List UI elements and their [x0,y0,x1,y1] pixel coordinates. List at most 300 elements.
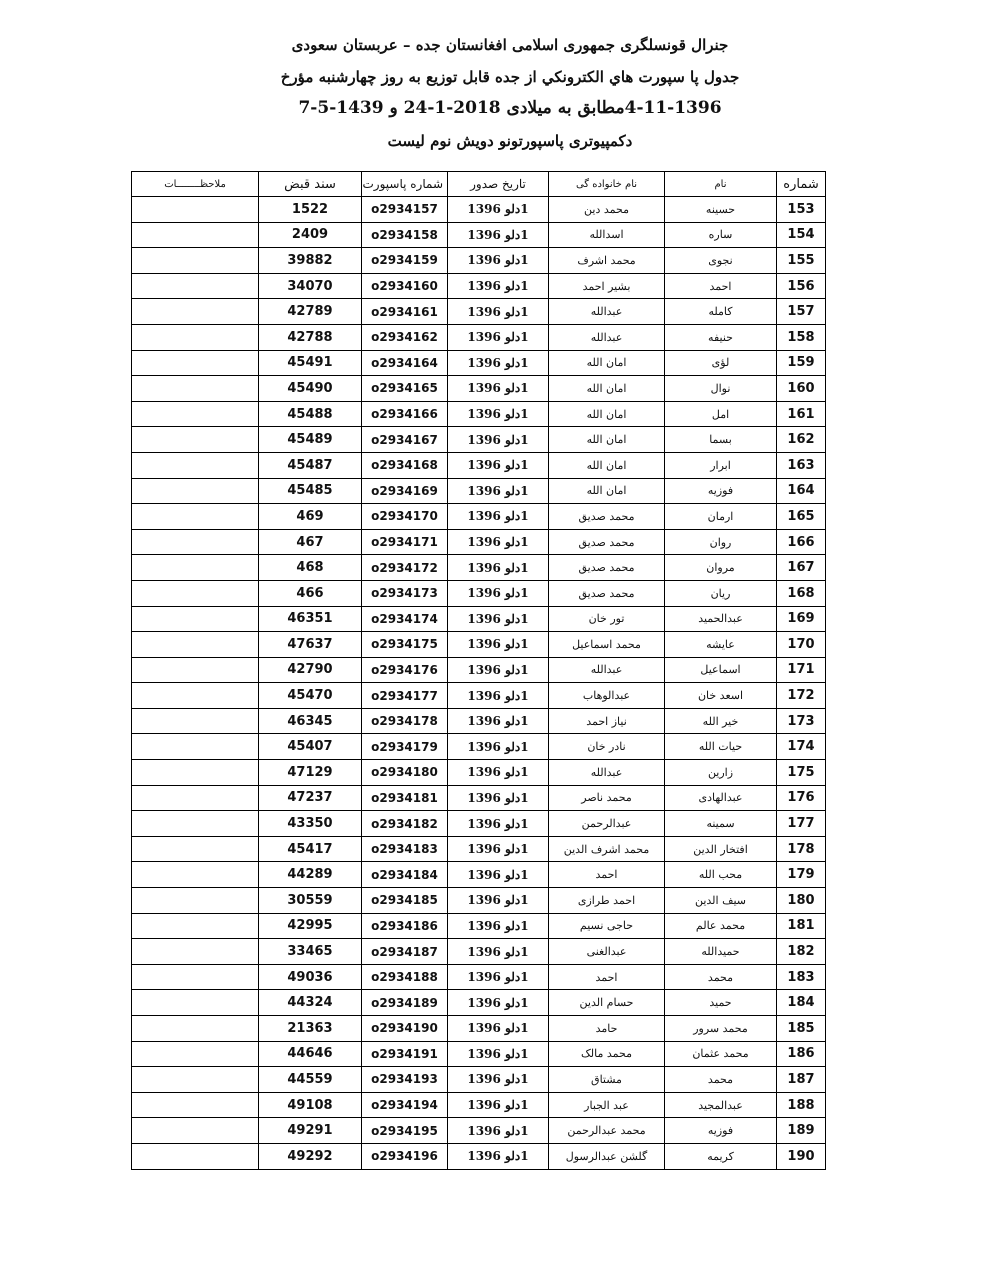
cell-name: محمد [665,1067,777,1093]
cell-number: 175 [777,760,826,786]
cell-number: 189 [777,1118,826,1144]
table-row [132,862,826,888]
cell-issue-date: 1دلو 1396 [448,504,549,530]
cell-receipt: 47237 [259,785,362,811]
cell-notes [132,376,259,402]
cell-number: 172 [777,683,826,709]
cell-receipt: 46351 [259,606,362,632]
table-row [132,888,826,914]
cell-family-name: امان الله [549,401,665,427]
cell-issue-date: 1دلو 1396 [448,248,549,274]
cell-number: 171 [777,657,826,683]
cell-passport-number: o2934193 [362,1067,448,1093]
cell-passport-number: o2934188 [362,964,448,990]
cell-number: 185 [777,1016,826,1042]
cell-receipt: 44289 [259,862,362,888]
cell-family-name: نیاز احمد [549,708,665,734]
cell-number: 165 [777,504,826,530]
table-row [132,197,826,223]
cell-family-name: محمد اشرف [549,248,665,274]
cell-passport-number: o2934179 [362,734,448,760]
table-row [132,734,826,760]
cell-number: 183 [777,964,826,990]
cell-receipt: 45485 [259,478,362,504]
cell-number: 180 [777,888,826,914]
cell-receipt: 34070 [259,273,362,299]
cell-receipt: 45407 [259,734,362,760]
cell-name: محمد عالم [665,913,777,939]
cell-number: 179 [777,862,826,888]
cell-family-name: امان الله [549,350,665,376]
cell-receipt: 44324 [259,990,362,1016]
cell-number: 161 [777,401,826,427]
cell-number: 160 [777,376,826,402]
header-issue-date: تاریخ صدور [448,172,549,197]
table-row [132,427,826,453]
cell-family-name: حسام الدین [549,990,665,1016]
cell-issue-date: 1دلو 1396 [448,273,549,299]
cell-notes [132,299,259,325]
cell-passport-number: o2934195 [362,1118,448,1144]
cell-issue-date: 1دلو 1396 [448,632,549,658]
cell-issue-date: 1دلو 1396 [448,683,549,709]
cell-name: بسما [665,427,777,453]
cell-issue-date: 1دلو 1396 [448,836,549,862]
cell-passport-number: o2934175 [362,632,448,658]
cell-issue-date: 1دلو 1396 [448,401,549,427]
cell-passport-number: o2934194 [362,1092,448,1118]
cell-number: 167 [777,555,826,581]
cell-family-name: امان الله [549,427,665,453]
cell-name: حسینه [665,197,777,223]
cell-name: محمد سرور [665,1016,777,1042]
cell-receipt: 45489 [259,427,362,453]
table-row [132,811,826,837]
cell-name: روان [665,529,777,555]
cell-name: ساره [665,222,777,248]
cell-notes [132,734,259,760]
cell-notes [132,580,259,606]
cell-passport-number: o2934190 [362,1016,448,1042]
cell-issue-date: 1دلو 1396 [448,964,549,990]
cell-issue-date: 1دلو 1396 [448,913,549,939]
cell-receipt: 42995 [259,913,362,939]
table-row [132,913,826,939]
table-row [132,708,826,734]
cell-passport-number: o2934166 [362,401,448,427]
cell-name: محب الله [665,862,777,888]
cell-name: فوزیه [665,478,777,504]
document-subtitle: جدول پا سپورت هاي الكترونكي از جده قابل توزيع به روز چهارشنبه مؤرخ [280,68,740,86]
table-row [132,836,826,862]
table-row [132,990,826,1016]
table-header-row [132,172,826,197]
cell-issue-date: 1دلو 1396 [448,529,549,555]
cell-name: کامله [665,299,777,325]
cell-notes [132,632,259,658]
cell-number: 173 [777,708,826,734]
cell-family-name: بشیر احمد [549,273,665,299]
cell-number: 181 [777,913,826,939]
cell-issue-date: 1دلو 1396 [448,350,549,376]
cell-notes [132,760,259,786]
cell-passport-number: o2934184 [362,862,448,888]
cell-passport-number: o2934174 [362,606,448,632]
table-row [132,1118,826,1144]
cell-name: حیات الله [665,734,777,760]
cell-number: 177 [777,811,826,837]
cell-issue-date: 1دلو 1396 [448,760,549,786]
cell-family-name: عبدالله [549,760,665,786]
cell-name: افتخار الدین [665,836,777,862]
cell-name: سیف الدین [665,888,777,914]
cell-number: 187 [777,1067,826,1093]
list-title: دكمپيوتری پاسپورتونو دويش نوم ليست [387,132,633,150]
cell-name: اسماعیل [665,657,777,683]
cell-family-name: امان الله [549,478,665,504]
cell-receipt: 45470 [259,683,362,709]
cell-receipt: 39882 [259,248,362,274]
cell-number: 158 [777,324,826,350]
cell-family-name: عبدالله [549,324,665,350]
cell-issue-date: 1دلو 1396 [448,811,549,837]
cell-passport-number: o2934161 [362,299,448,325]
cell-issue-date: 1دلو 1396 [448,734,549,760]
cell-number: 166 [777,529,826,555]
cell-family-name: محمد ناصر [549,785,665,811]
cell-notes [132,606,259,632]
cell-name: محمد [665,964,777,990]
cell-number: 184 [777,990,826,1016]
header-family-name: نام خانواده گی [549,172,665,197]
cell-issue-date: 1دلو 1396 [448,452,549,478]
header-receipt: سند قبض [259,172,362,197]
cell-family-name: اسدالله [549,222,665,248]
cell-name: اسعد خان [665,683,777,709]
cell-name: لؤی [665,350,777,376]
header-passport-number: شماره پاسپورت [362,172,448,197]
cell-number: 159 [777,350,826,376]
cell-family-name: محمد دین [549,197,665,223]
cell-family-name: عبدالله [549,657,665,683]
cell-number: 170 [777,632,826,658]
cell-family-name: محمد صدیق [549,529,665,555]
cell-name: ریان [665,580,777,606]
cell-issue-date: 1دلو 1396 [448,785,549,811]
cell-name: زارین [665,760,777,786]
cell-passport-number: o2934169 [362,478,448,504]
cell-issue-date: 1دلو 1396 [448,606,549,632]
table-row [132,785,826,811]
cell-notes [132,1118,259,1144]
cell-notes [132,964,259,990]
cell-number: 163 [777,452,826,478]
cell-family-name: عبدالرحمن [549,811,665,837]
cell-issue-date: 1دلو 1396 [448,324,549,350]
table-row [132,1143,826,1169]
passport-table [131,171,826,1170]
cell-receipt: 49291 [259,1118,362,1144]
cell-receipt: 2409 [259,222,362,248]
table-row [132,760,826,786]
cell-issue-date: 1دلو 1396 [448,657,549,683]
cell-issue-date: 1دلو 1396 [448,555,549,581]
cell-family-name: احمد [549,862,665,888]
cell-number: 153 [777,197,826,223]
cell-number: 164 [777,478,826,504]
cell-number: 155 [777,248,826,274]
cell-notes [132,324,259,350]
cell-receipt: 47637 [259,632,362,658]
cell-family-name: عبدالله [549,299,665,325]
table-row [132,401,826,427]
cell-name: مروان [665,555,777,581]
table-row [132,606,826,632]
cell-family-name: محمد مالک [549,1041,665,1067]
cell-passport-number: o2934162 [362,324,448,350]
table-row [132,504,826,530]
cell-receipt: 46345 [259,708,362,734]
cell-notes [132,1016,259,1042]
table-row [132,580,826,606]
cell-number: 162 [777,427,826,453]
cell-notes [132,1041,259,1067]
cell-passport-number: o2934185 [362,888,448,914]
cell-receipt: 44559 [259,1067,362,1093]
table-row [132,1041,826,1067]
header-name: نام [665,172,777,197]
cell-notes [132,708,259,734]
cell-number: 182 [777,939,826,965]
cell-number: 188 [777,1092,826,1118]
cell-issue-date: 1دلو 1396 [448,1118,549,1144]
cell-number: 186 [777,1041,826,1067]
cell-number: 154 [777,222,826,248]
cell-family-name: عبدالغنی [549,939,665,965]
table-row [132,1016,826,1042]
cell-passport-number: o2934177 [362,683,448,709]
table-row [132,939,826,965]
cell-notes [132,657,259,683]
cell-name: ارمان [665,504,777,530]
document-date-line: 4-11-1396مطابق به میلادی 2018-1-24 و 1439-5-7 [298,98,722,118]
cell-family-name: محمد عبدالرحمن [549,1118,665,1144]
cell-issue-date: 1دلو 1396 [448,862,549,888]
cell-number: 157 [777,299,826,325]
cell-notes [132,504,259,530]
cell-notes [132,1143,259,1169]
cell-receipt: 45488 [259,401,362,427]
cell-issue-date: 1دلو 1396 [448,580,549,606]
cell-passport-number: o2934181 [362,785,448,811]
cell-passport-number: o2934160 [362,273,448,299]
table-row [132,529,826,555]
cell-number: 176 [777,785,826,811]
table-row [132,964,826,990]
cell-passport-number: o2934189 [362,990,448,1016]
consulate-title: جنرال قونسلگری جمهوری اسلامی افغانستان جده – عربستان سعودی [291,36,729,54]
cell-receipt: 43350 [259,811,362,837]
cell-receipt: 468 [259,555,362,581]
cell-passport-number: o2934182 [362,811,448,837]
table-row [132,683,826,709]
cell-notes [132,862,259,888]
cell-name: امل [665,401,777,427]
table-row [132,350,826,376]
cell-family-name: حاجی نسیم [549,913,665,939]
cell-issue-date: 1دلو 1396 [448,1041,549,1067]
cell-receipt: 1522 [259,197,362,223]
cell-passport-number: o2934167 [362,427,448,453]
cell-family-name: عبد الجبار [549,1092,665,1118]
cell-name: نوال [665,376,777,402]
cell-number: 168 [777,580,826,606]
cell-receipt: 42789 [259,299,362,325]
table-row [132,273,826,299]
cell-name: کریمه [665,1143,777,1169]
cell-name: خیر الله [665,708,777,734]
cell-receipt: 49292 [259,1143,362,1169]
cell-receipt: 49108 [259,1092,362,1118]
cell-passport-number: o2934172 [362,555,448,581]
cell-receipt: 42790 [259,657,362,683]
header-notes: ملاحظــــــــات [132,172,259,197]
cell-issue-date: 1دلو 1396 [448,1016,549,1042]
cell-receipt: 469 [259,504,362,530]
cell-notes [132,1092,259,1118]
table-row [132,299,826,325]
cell-family-name: احمد طرازی [549,888,665,914]
cell-passport-number: o2934164 [362,350,448,376]
cell-name: عبدالمجید [665,1092,777,1118]
cell-notes [132,683,259,709]
cell-passport-number: o2934178 [362,708,448,734]
cell-receipt: 42788 [259,324,362,350]
cell-notes [132,350,259,376]
table-row [132,1067,826,1093]
cell-receipt: 30559 [259,888,362,914]
cell-passport-number: o2934159 [362,248,448,274]
cell-number: 156 [777,273,826,299]
cell-issue-date: 1دلو 1396 [448,1067,549,1093]
cell-family-name: نادر خان [549,734,665,760]
table-row [132,452,826,478]
cell-notes [132,427,259,453]
table-row [132,248,826,274]
cell-number: 174 [777,734,826,760]
table-row [132,376,826,402]
cell-notes [132,888,259,914]
cell-notes [132,990,259,1016]
cell-family-name: محمد صدیق [549,580,665,606]
cell-number: 178 [777,836,826,862]
cell-family-name: گلشن عبدالرسول [549,1143,665,1169]
cell-receipt: 467 [259,529,362,555]
cell-issue-date: 1دلو 1396 [448,708,549,734]
cell-issue-date: 1دلو 1396 [448,197,549,223]
cell-notes [132,222,259,248]
cell-receipt: 45417 [259,836,362,862]
cell-passport-number: o2934176 [362,657,448,683]
table-row [132,632,826,658]
cell-passport-number: o2934168 [362,452,448,478]
cell-name: حمیدالله [665,939,777,965]
table-row [132,555,826,581]
cell-receipt: 45490 [259,376,362,402]
cell-notes [132,836,259,862]
cell-family-name: امان الله [549,452,665,478]
cell-passport-number: o2934157 [362,197,448,223]
cell-notes [132,811,259,837]
cell-name: حنیفه [665,324,777,350]
cell-name: حمید [665,990,777,1016]
cell-receipt: 49036 [259,964,362,990]
cell-name: عبدالحمید [665,606,777,632]
cell-receipt: 33465 [259,939,362,965]
cell-passport-number: o2934191 [362,1041,448,1067]
cell-issue-date: 1دلو 1396 [448,888,549,914]
cell-family-name: حامد [549,1016,665,1042]
cell-receipt: 466 [259,580,362,606]
cell-issue-date: 1دلو 1396 [448,990,549,1016]
cell-issue-date: 1دلو 1396 [448,478,549,504]
cell-name: محمد عثمان [665,1041,777,1067]
cell-receipt: 21363 [259,1016,362,1042]
cell-notes [132,248,259,274]
cell-passport-number: o2934196 [362,1143,448,1169]
cell-receipt: 44646 [259,1041,362,1067]
cell-passport-number: o2934165 [362,376,448,402]
cell-family-name: محمد اشرف الدین [549,836,665,862]
cell-family-name: عبدالوهاب [549,683,665,709]
table-row [132,478,826,504]
cell-notes [132,529,259,555]
cell-family-name: تور خان [549,606,665,632]
cell-issue-date: 1دلو 1396 [448,222,549,248]
cell-notes [132,1067,259,1093]
cell-name: عایشه [665,632,777,658]
cell-issue-date: 1دلو 1396 [448,299,549,325]
cell-family-name: امان الله [549,376,665,402]
cell-issue-date: 1دلو 1396 [448,1143,549,1169]
table-row [132,324,826,350]
header-number: شماره [777,172,826,197]
cell-notes [132,913,259,939]
cell-notes [132,555,259,581]
cell-receipt: 45487 [259,452,362,478]
table-row [132,1092,826,1118]
cell-passport-number: o2934170 [362,504,448,530]
cell-name: نجوی [665,248,777,274]
cell-notes [132,939,259,965]
cell-family-name: مشتاق [549,1067,665,1093]
cell-passport-number: o2934187 [362,939,448,965]
cell-issue-date: 1دلو 1396 [448,376,549,402]
cell-notes [132,401,259,427]
cell-family-name: محمد صدیق [549,504,665,530]
cell-name: عبدالهادی [665,785,777,811]
cell-receipt: 45491 [259,350,362,376]
cell-passport-number: o2934158 [362,222,448,248]
cell-name: ابرار [665,452,777,478]
cell-issue-date: 1دلو 1396 [448,1092,549,1118]
cell-family-name: محمد صدیق [549,555,665,581]
cell-number: 169 [777,606,826,632]
cell-notes [132,785,259,811]
cell-family-name: محمد اسماعیل [549,632,665,658]
cell-name: فوزیه [665,1118,777,1144]
cell-issue-date: 1دلو 1396 [448,427,549,453]
